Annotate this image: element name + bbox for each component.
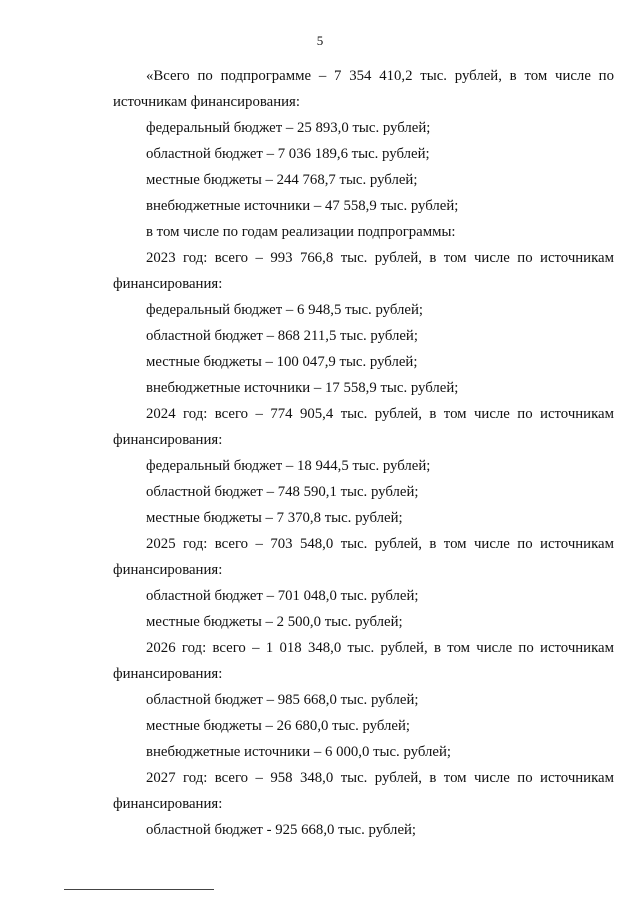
- text-line: областной бюджет – 7 036 189,6 тыс. рублей;: [146, 146, 430, 162]
- text-line: 2027 год: всего – 958 348,0 тыс. рублей, в том числе по источникам: [146, 770, 614, 786]
- text-line: местные бюджеты – 26 680,0 тыс. рублей;: [146, 718, 411, 734]
- text-line: внебюджетные источники – 47 558,9 тыс. рублей;: [146, 198, 459, 214]
- text-line: областной бюджет – 868 211,5 тыс. рублей;: [146, 328, 418, 344]
- text-line: финансирования:: [113, 666, 223, 682]
- text-line: областной бюджет – 701 048,0 тыс. рублей;: [146, 588, 419, 604]
- text-line: местные бюджеты – 2 500,0 тыс. рублей;: [146, 614, 403, 630]
- text-line: местные бюджеты – 100 047,9 тыс. рублей;: [146, 354, 418, 370]
- text-line: финансирования:: [113, 562, 223, 578]
- text-line: внебюджетные источники – 17 558,9 тыс. рублей;: [146, 380, 459, 396]
- text-line: 2024 год: всего – 774 905,4 тыс. рублей, в том числе по источникам: [146, 406, 614, 422]
- text-line: в том числе по годам реализации подпрограммы:: [146, 224, 456, 240]
- text-line: 2023 год: всего – 993 766,8 тыс. рублей, в том числе по источникам: [146, 250, 614, 266]
- text-line: финансирования:: [113, 432, 223, 448]
- text-line: областной бюджет – 748 590,1 тыс. рублей;: [146, 484, 419, 500]
- text-line: «Всего по подпрограмме – 7 354 410,2 тыс. рублей, в том числе по: [146, 68, 614, 84]
- text-line: областной бюджет - 925 668,0 тыс. рублей;: [146, 822, 417, 838]
- text-line: федеральный бюджет – 6 948,5 тыс. рублей;: [146, 302, 423, 318]
- text-line: финансирования:: [113, 796, 223, 812]
- text-line: местные бюджеты – 244 768,7 тыс. рублей;: [146, 172, 418, 188]
- text-line: источникам финансирования:: [113, 94, 300, 110]
- text-line: местные бюджеты – 7 370,8 тыс. рублей;: [146, 510, 403, 526]
- text-line: областной бюджет – 985 668,0 тыс. рублей;: [146, 692, 419, 708]
- text-line: федеральный бюджет – 25 893,0 тыс. рублей;: [146, 120, 431, 136]
- text-line: 2026 год: всего – 1 018 348,0 тыс. рублей, в том числе по источникам: [146, 640, 614, 656]
- page-number: 5: [316, 33, 324, 48]
- text-line: 2025 год: всего – 703 548,0 тыс. рублей, в том числе по источникам: [146, 536, 614, 552]
- text-line: внебюджетные источники – 6 000,0 тыс. рублей;: [146, 744, 451, 760]
- text-line: финансирования:: [113, 276, 223, 292]
- footer-rule: [64, 889, 214, 890]
- text-line: федеральный бюджет – 18 944,5 тыс. рублей;: [146, 458, 431, 474]
